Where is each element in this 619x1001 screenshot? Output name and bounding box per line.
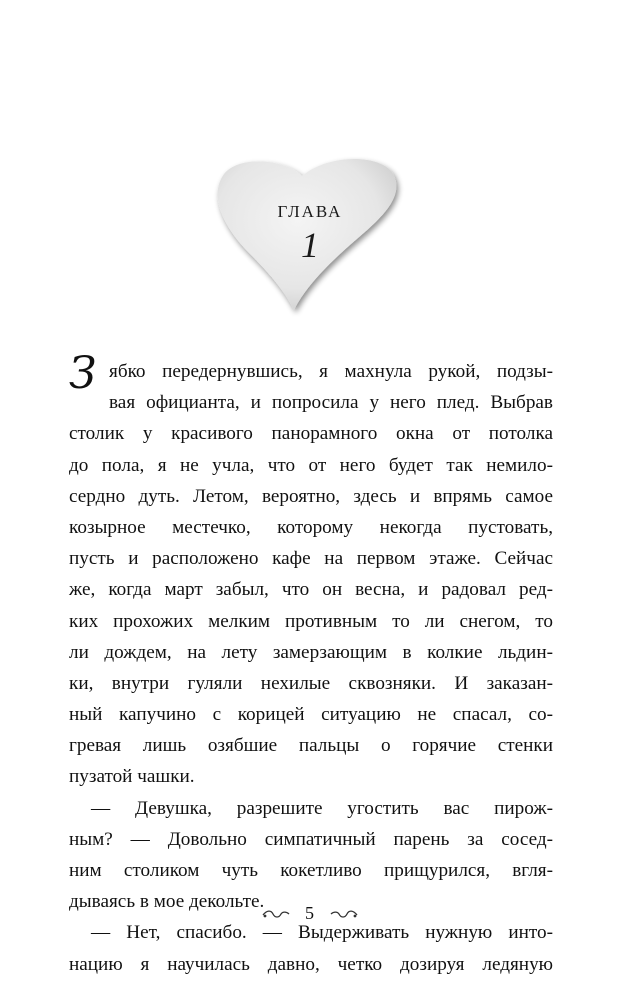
text-line: до пола, я не учла, что от него будет так немило- [69, 454, 553, 476]
drop-cap: З [69, 348, 97, 399]
text-line: нацию я научилась давно, четко дозируя ледяную [69, 953, 553, 975]
text-line: — Нет, спасибо. — Выдерживать нужную инто- [91, 922, 553, 944]
text-line-content: ябко передернувшись, я махнула рукой, подзы- [109, 361, 553, 382]
text-line: дываясь в мое декольте. [69, 891, 265, 913]
text-line: ным? — Довольно симпатичный парень за сосед- [69, 828, 553, 850]
page-number: 5 [305, 903, 314, 924]
text-line [69, 348, 553, 399]
text-line: — Девушка, разрешите угостить вас пирож- [91, 797, 553, 819]
text-line: вая официанта, и попросила у него плед. Выбрав [109, 392, 553, 414]
text-line: козырное местечко, которому некогда пустовать, [69, 516, 553, 538]
flourish-right-icon [329, 908, 359, 920]
text-line: пузатой чашки. [69, 766, 195, 788]
text-line: ним столиком чуть кокетливо прищурился, вгля- [69, 860, 553, 881]
text-line: ли дождем, на лету замерзающим в колкие льдин- [69, 641, 553, 663]
chapter-label: ГЛАВА [277, 202, 343, 221]
body-text [69, 348, 553, 980]
page-footer [0, 902, 619, 924]
flourish-left-icon [261, 908, 291, 920]
text-line: же, когда март забыл, что он весна, и радовал ред- [69, 579, 553, 601]
text-line: пусть и расположено кафе на первом этаже. Сейчас [69, 548, 553, 570]
chapter-number: 1 [301, 225, 319, 265]
text-line: ный капучино с корицей ситуацию не спасал, со- [69, 704, 553, 726]
text-line: столик у красивого панорамного окна от потолка [69, 423, 553, 445]
text-line: ких прохожих мелким противным то ли снегом, то [69, 610, 553, 632]
text-line: гревая лишь озябшие пальцы о горячие стенки [69, 735, 553, 757]
text-line: сердно дуть. Летом, вероятно, здесь и впрямь самое [69, 485, 553, 507]
chapter-heading [210, 150, 410, 320]
text-line: ки, внутри гуляли нехилые сквозняки. И заказан- [69, 672, 553, 694]
